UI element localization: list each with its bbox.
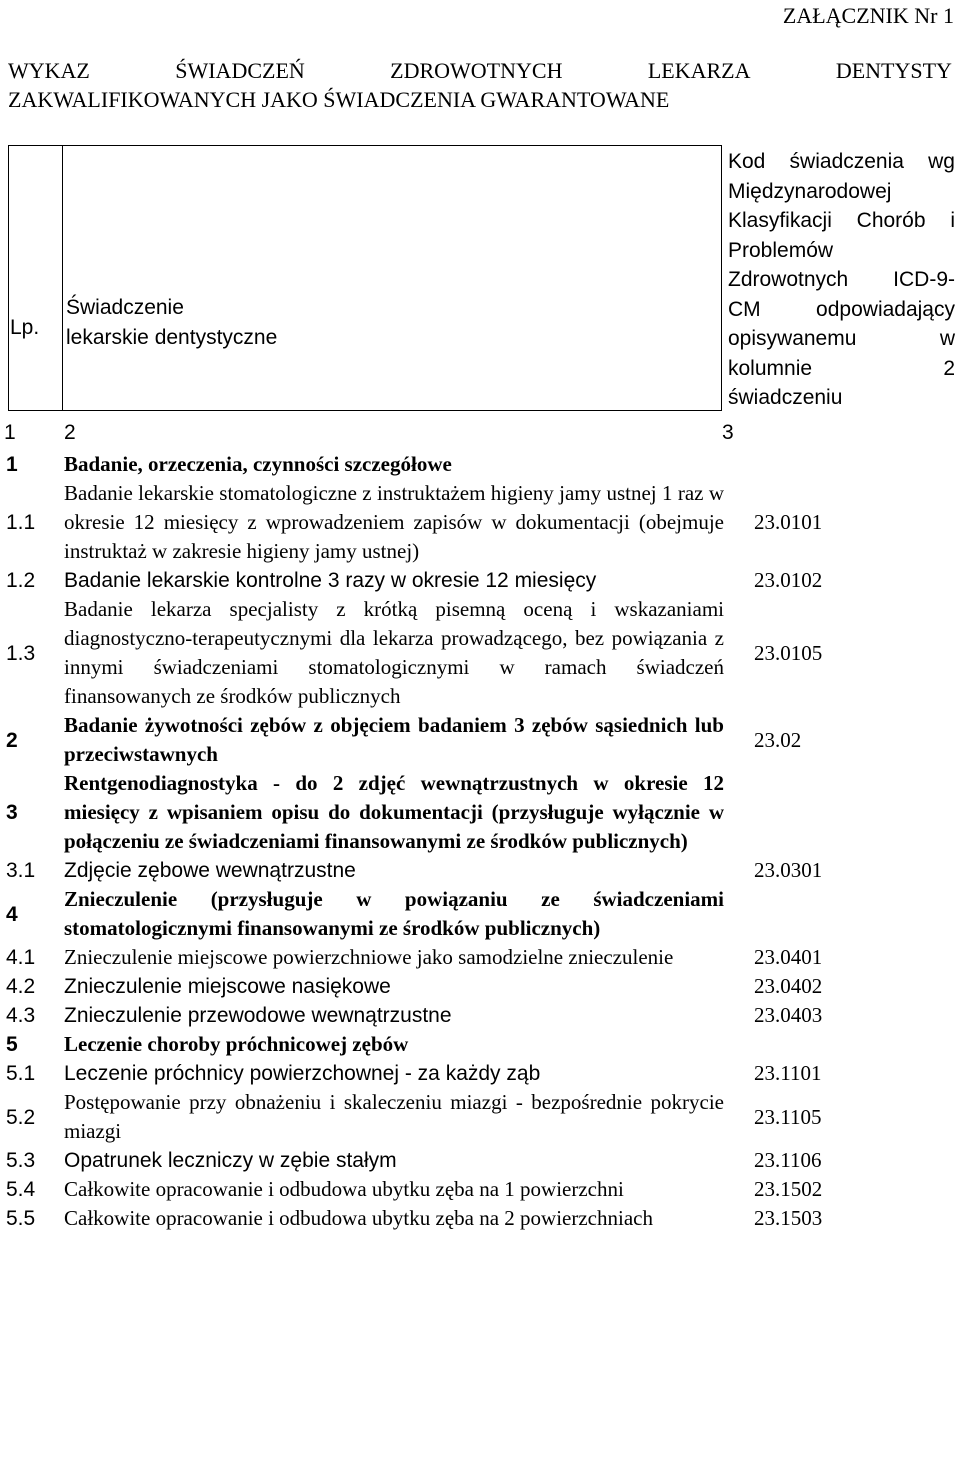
- row-code: 23.02: [754, 727, 802, 752]
- title-word: ZDROWOTNYCH: [390, 58, 563, 83]
- attachment-label: ZAŁĄCZNIK Nr 1: [782, 3, 954, 28]
- table-row: [0, 479, 960, 566]
- header-service-line-1: Świadczenie: [66, 296, 184, 319]
- row-number: 5: [6, 1033, 18, 1056]
- header-code-line: kolumnie 2: [728, 356, 955, 380]
- table-row: [0, 1001, 960, 1030]
- header-code-line: Kod świadczenia wg: [728, 150, 955, 173]
- row-code: 23.1106: [754, 1148, 822, 1172]
- title-line-1: [8, 56, 952, 85]
- row-number: 5.3: [6, 1149, 36, 1172]
- row-description: Badanie lekarskie stomatologiczne z instruktażem higieny jamy ustnej 1 raz w okresie 12 miesięcy z wprowadzeniem zapisów w dokumentacji (obejmuje instruktaż w zakresie higieny jamy ustnej): [64, 481, 724, 563]
- title-word: LEKARZA: [647, 58, 751, 83]
- row-code: 23.0102: [754, 568, 823, 592]
- table-row: [0, 1175, 960, 1204]
- table-row: [0, 1204, 960, 1233]
- row-number: 1.3: [6, 641, 36, 665]
- row-code: 23.1101: [754, 1061, 822, 1085]
- row-description: Badanie lekarskie kontrolne 3 razy w okresie 12 miesięcy: [64, 569, 597, 592]
- header-lp: Lp.: [10, 316, 40, 339]
- row-description: Opatrunek leczniczy w zębie stałym: [64, 1149, 397, 1172]
- row-number: 4.3: [6, 1004, 36, 1027]
- table-row: [0, 885, 960, 943]
- header-cell-service-border: [62, 145, 722, 411]
- row-code: 23.0105: [754, 640, 823, 665]
- row-code: 23.0401: [754, 945, 823, 969]
- table-row: [0, 769, 960, 856]
- row-number: 4.1: [6, 946, 36, 969]
- table-row: [0, 856, 960, 885]
- row-number: 3.1: [6, 859, 36, 882]
- row-code: 23.1503: [754, 1206, 823, 1230]
- title-word: WYKAZ: [8, 58, 90, 83]
- table-row: [0, 566, 960, 595]
- table-row: [0, 943, 960, 972]
- row-code: 23.0101: [754, 510, 823, 534]
- row-description: Znieczulenie przewodowe wewnątrzustne: [64, 1004, 452, 1027]
- service-table-body: [0, 450, 960, 1233]
- header-code-line: Międzynarodowej: [728, 179, 892, 203]
- table-row: [0, 711, 960, 769]
- header-code-line: Klasyfikacji Chorób i: [728, 209, 955, 232]
- header-code-line: opisywanemu w: [728, 327, 955, 350]
- row-description: Postępowanie przy obnażeniu i skaleczeniu miazgi - bezpośrednie pokrycie miazgi: [64, 1090, 724, 1143]
- header-service: [66, 293, 277, 353]
- table-row: [0, 450, 960, 479]
- column-number-2: 2: [64, 421, 76, 444]
- header-code-line: świadczeniu: [728, 386, 843, 409]
- row-code: 23.1502: [754, 1177, 823, 1201]
- header-service-line-2: lekarskie dentystyczne: [66, 326, 278, 349]
- row-number: 3: [6, 801, 18, 824]
- row-description: Badanie żywotności zębów z objęciem badaniem 3 zębów sąsiednich lub przeciwstawnych: [64, 713, 724, 766]
- title-word: ŚWIADCZEŃ: [175, 58, 305, 83]
- document-title: [8, 56, 952, 114]
- row-description: Całkowite opracowanie i odbudowa ubytku zęba na 1 powierzchni: [64, 1177, 624, 1201]
- row-description: Znieczulenie miejscowe nasiękowe: [64, 975, 391, 998]
- column-number-1: 1: [4, 421, 16, 444]
- row-number: 5.5: [6, 1207, 36, 1230]
- row-description: Badanie, orzeczenia, czynności szczegółowe: [64, 452, 452, 476]
- table-row: [0, 595, 960, 711]
- row-description: Zdjęcie zębowe wewnątrzustne: [64, 859, 356, 882]
- table-row: [0, 1146, 960, 1175]
- header-code-line: CM odpowiadający: [728, 297, 955, 321]
- table-row: [0, 972, 960, 1001]
- row-number: 5.1: [6, 1062, 36, 1085]
- row-number: 5.4: [6, 1178, 36, 1201]
- table-row: [0, 1030, 960, 1059]
- header-cell-lp-border: [8, 145, 62, 411]
- row-number: 2: [6, 728, 18, 752]
- row-code: 23.1105: [754, 1104, 822, 1129]
- row-description: Całkowite opracowanie i odbudowa ubytku zęba na 2 powierzchniach: [64, 1206, 653, 1230]
- row-number: 1.1: [6, 511, 36, 534]
- table-row: [0, 1088, 960, 1146]
- column-number-3: 3: [722, 421, 734, 444]
- row-code: 23.0301: [754, 858, 823, 882]
- title-line-2: ZAKWALIFIKOWANYCH JAKO ŚWIADCZENIA GWARANTOWANE: [8, 87, 670, 112]
- table-row: [0, 1059, 960, 1088]
- row-description: Badanie lekarza specjalisty z krótką pisemną oceną i wskazaniami diagnostyczno-terapeutycznymi dla lekarza prowadzącego, bez powiązania z innymi świadczeniami stomatologicznymi w ramach świadczeń finansowanych ze środków publicznych: [64, 597, 724, 708]
- header-code: [728, 147, 955, 413]
- row-description: Rentgenodiagnostyka - do 2 zdjęć wewnątrzustnych w okresie 12 miesięcy z wpisaniem opisu do dokumentacji (przysługuje wyłącznie w połączeniu ze świadczeniami finansowanymi ze środków publicznych): [64, 771, 724, 853]
- row-code: 23.0402: [754, 974, 823, 998]
- row-number: 4: [6, 902, 18, 926]
- row-number: 1.2: [6, 569, 36, 592]
- row-description: Znieczulenie (przysługuje w powiązaniu ze świadczeniami stomatologicznymi finansowanymi ze środków publicznych): [64, 887, 724, 940]
- row-description: Znieczulenie miejscowe powierzchniowe jako samodzielne znieczulenie: [64, 945, 674, 969]
- row-code: 23.0403: [754, 1003, 823, 1027]
- header-code-line: Zdrowotnych ICD-9-: [728, 268, 955, 291]
- row-description: Leczenie choroby próchnicowej zębów: [64, 1032, 409, 1056]
- row-number: 1: [6, 453, 18, 476]
- row-description: Leczenie próchnicy powierzchownej - za każdy ząb: [64, 1062, 541, 1085]
- row-number: 4.2: [6, 975, 36, 998]
- title-word: DENTYSTY: [835, 58, 952, 83]
- header-code-line: Problemów: [728, 238, 834, 262]
- row-number: 5.2: [6, 1105, 36, 1129]
